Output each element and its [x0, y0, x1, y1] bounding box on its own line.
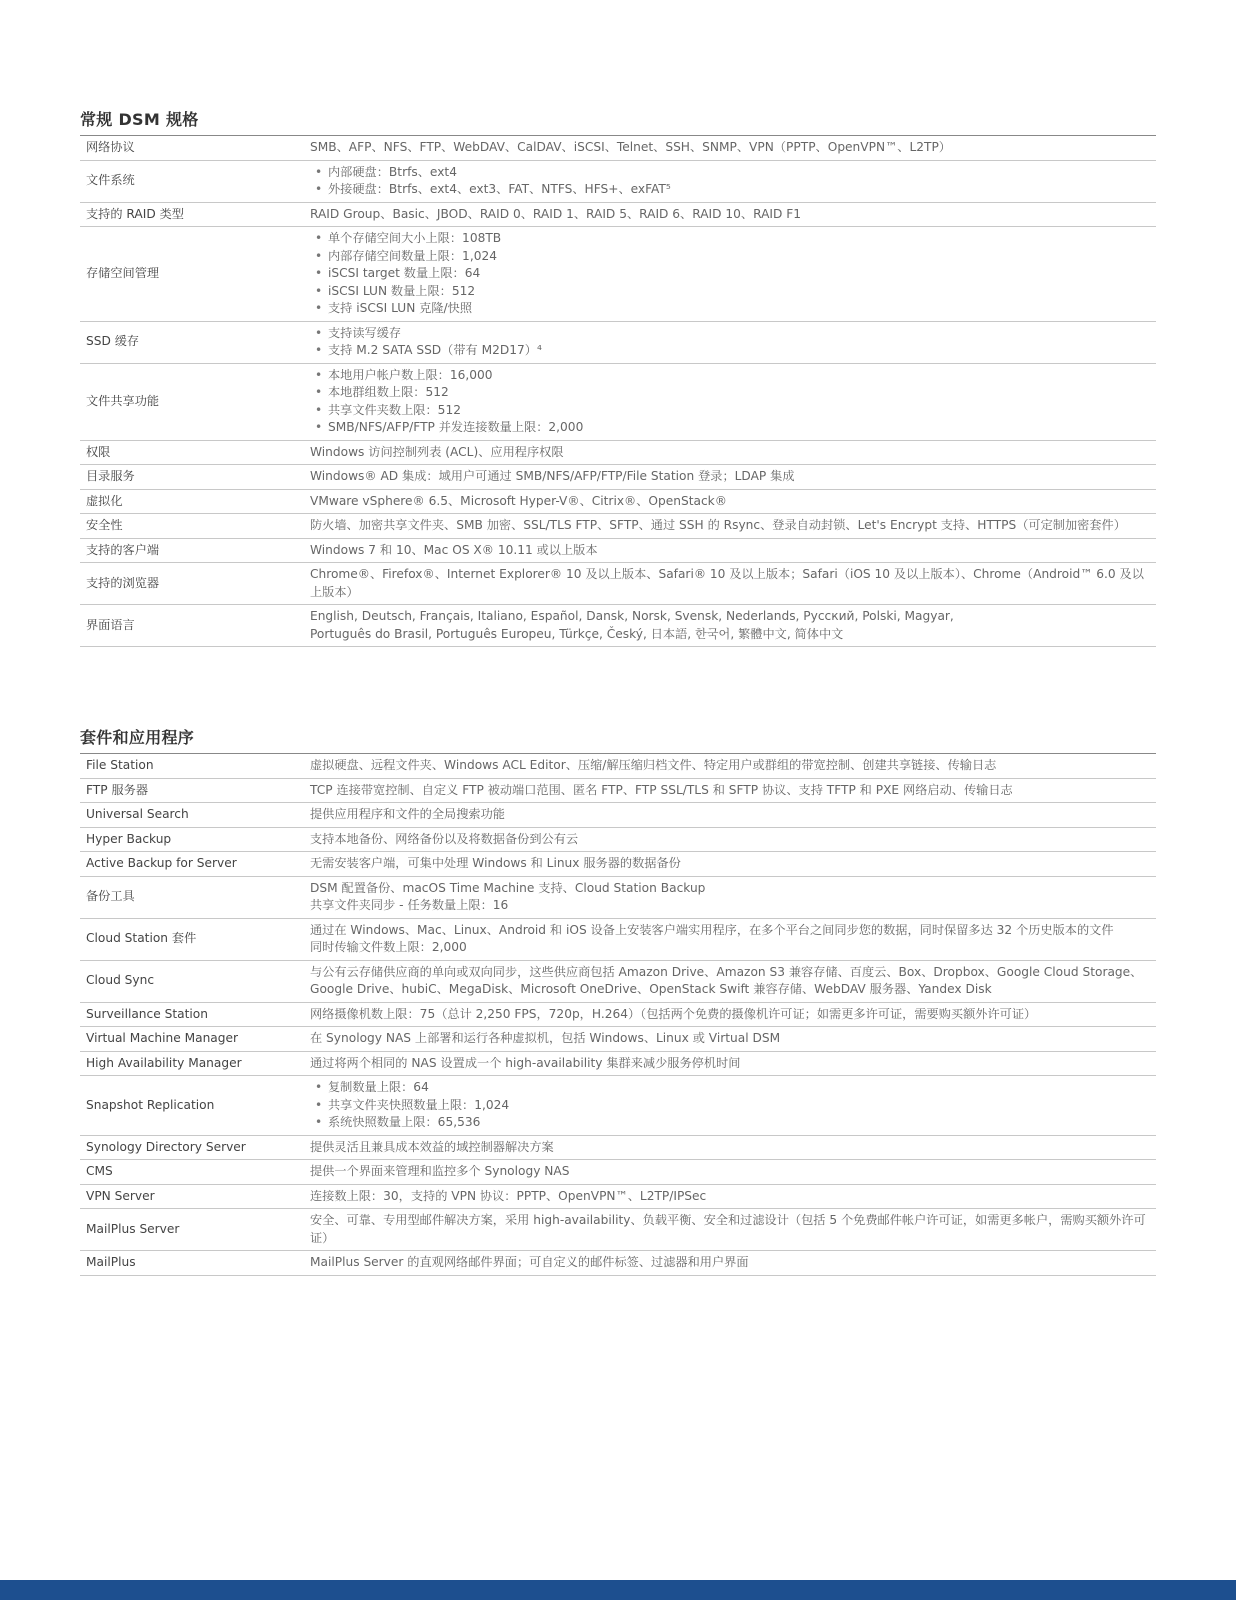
spec-value-line: SMB、AFP、NFS、FTP、WebDAV、CalDAV、iSCSI、Telnet、SSH、SNMP、VPN（PPTP、OpenVPN™、L2TP）: [310, 140, 951, 154]
list-item: • 系统快照数量上限：65,536: [310, 1114, 1150, 1132]
table-row: [80, 227, 1156, 322]
spec-value-line: 通过在 Windows、Mac、Linux、Android 和 iOS 设备上安装客户端实用程序，在多个平台之间同步您的数据，同时保留多达 32 个历史版本的文件: [310, 922, 1114, 937]
spec-value: [304, 1209, 1156, 1251]
spec-value: [304, 876, 1156, 918]
spec-value: [304, 778, 1156, 803]
spec-value-line: 同时传输文件数上限：2,000: [310, 940, 467, 954]
spec-label: High Availability Manager: [80, 1051, 304, 1076]
spec-value: [304, 960, 1156, 1002]
spec-label: 权限: [80, 440, 304, 465]
spec-value-line: RAID Group、Basic、JBOD、RAID 0、RAID 1、RAID 5、RAID 6、RAID 10、RAID F1: [310, 206, 802, 221]
spec-label: 虚拟化: [80, 489, 304, 514]
list-item: • 复制数量上限：64: [310, 1079, 1150, 1097]
list-item: • iSCSI LUN 数量上限：512: [310, 283, 1150, 301]
spec-value-line: English, Deutsch, Français, Italiano, Español, Dansk, Norsk, Svensk, Nederlands, Русский, Polski, Magyar,: [310, 609, 954, 623]
spec-label: 文件系统: [80, 160, 304, 202]
spec-value: [304, 440, 1156, 465]
spec-label: Surveillance Station: [80, 1002, 304, 1027]
table-row: [80, 1135, 1156, 1160]
spec-value: [304, 202, 1156, 227]
table-row: [80, 514, 1156, 539]
table-row: [80, 489, 1156, 514]
spec-label: MailPlus Server: [80, 1209, 304, 1251]
spec-label: 支持的客户端: [80, 538, 304, 563]
spec-value-line: TCP 连接带宽控制、自定义 FTP 被动端口范围、匿名 FTP、FTP SSL/TLS 和 SFTP 协议、支持 TFTP 和 PXE 网络启动、传输日志: [310, 782, 1013, 797]
spec-value: [304, 1251, 1156, 1276]
table-row: [80, 563, 1156, 605]
table-row: [80, 440, 1156, 465]
table-row: [80, 465, 1156, 490]
spec-value: [304, 160, 1156, 202]
spec-value-line: 支持本地备份、网络备份以及将数据备份到公有云: [310, 831, 579, 846]
spec-value-line: 安全、可靠、专用型邮件解决方案，采用 high-availability、负载平衡、安全和过滤设计（包括 5 个免费邮件帐户许可证，如需更多帐户，需购买额外许可证）: [310, 1213, 1146, 1245]
table-row: [80, 363, 1156, 440]
spec-label: 安全性: [80, 514, 304, 539]
spec-value: [304, 227, 1156, 322]
table-row: [80, 136, 1156, 160]
table-row: [80, 778, 1156, 803]
table-row: [80, 754, 1156, 778]
section-title: 套件和应用程序: [80, 725, 1156, 754]
list-item: • 内部硬盘：Btrfs、ext4: [310, 164, 1150, 182]
spec-value: [304, 1002, 1156, 1027]
table-row: [80, 1209, 1156, 1251]
spec-value-line: DSM 配置备份、macOS Time Machine 支持、Cloud Station Backup: [310, 880, 706, 895]
spec-label: 备份工具: [80, 876, 304, 918]
spec-label: Universal Search: [80, 803, 304, 828]
table-row: [80, 1002, 1156, 1027]
list-item: • 本地群组数上限：512: [310, 384, 1150, 402]
section-title: 常规 DSM 规格: [80, 107, 1156, 136]
spec-label: 存储空间管理: [80, 227, 304, 322]
packages-table: [80, 754, 1156, 1276]
spec-label: Snapshot Replication: [80, 1076, 304, 1136]
table-row: [80, 876, 1156, 918]
list-item: • 支持 iSCSI LUN 克隆/快照: [310, 300, 1150, 318]
spec-bullet-list: [310, 325, 1150, 360]
table-row: [80, 1160, 1156, 1185]
table-row: [80, 803, 1156, 828]
spec-label: 目录服务: [80, 465, 304, 490]
table-row: [80, 202, 1156, 227]
spec-value-line: 防火墙、加密共享文件夹、SMB 加密、SSL/TLS FTP、SFTP、通过 SSH 的 Rsync、登录自动封锁、Let's Encrypt 支持、HTTPS（可定制加密套件）: [310, 518, 1126, 532]
spec-value-line: Windows® AD 集成：域用户可通过 SMB/NFS/AFP/FTP/File Station 登录；LDAP 集成: [310, 469, 795, 483]
spec-value-line: 无需安装客户端，可集中处理 Windows 和 Linux 服务器的数据备份: [310, 856, 681, 870]
spec-bullet-list: [310, 367, 1150, 437]
spec-value: [304, 538, 1156, 563]
spec-label: VPN Server: [80, 1184, 304, 1209]
spec-label: Cloud Station 套件: [80, 918, 304, 960]
list-item: • iSCSI target 数量上限：64: [310, 265, 1150, 283]
spec-label: 文件共享功能: [80, 363, 304, 440]
spec-value-line: 提供一个界面来管理和监控多个 Synology NAS: [310, 1164, 570, 1178]
spec-value-line: 连接数上限：30，支持的 VPN 协议：PPTP、OpenVPN™、L2TP/IPSec: [310, 1188, 707, 1203]
packages-table-body: [80, 754, 1156, 1275]
table-row: [80, 1027, 1156, 1052]
spec-value: [304, 918, 1156, 960]
spec-value-line: 虚拟硬盘、远程文件夹、Windows ACL Editor、压缩/解压缩归档文件、特定用户或群组的带宽控制、创建共享链接、传输日志: [310, 758, 997, 772]
spec-value: [304, 1076, 1156, 1136]
spec-bullet-list: [310, 164, 1150, 199]
dsm-spec-section: [80, 107, 1156, 647]
spec-value-line: Chrome®、Firefox®、Internet Explorer® 10 及以上版本、Safari® 10 及以上版本；Safari（iOS 10 及以上版本）、Chrome（Android™ 6.0 及以上版本）: [310, 567, 1144, 599]
list-item: • 支持读写缓存: [310, 325, 1150, 343]
spec-value: [304, 827, 1156, 852]
spec-value: [304, 514, 1156, 539]
spec-value-line: 在 Synology NAS 上部署和运行各种虚拟机，包括 Windows、Linux 或 Virtual DSM: [310, 1031, 781, 1045]
table-row: [80, 918, 1156, 960]
packages-section: [80, 725, 1156, 1276]
spec-value: [304, 136, 1156, 160]
list-item: • 单个存储空间大小上限：108TB: [310, 230, 1150, 248]
spec-label: 支持的 RAID 类型: [80, 202, 304, 227]
spec-label: 界面语言: [80, 605, 304, 647]
spec-value: [304, 754, 1156, 778]
spec-label: FTP 服务器: [80, 778, 304, 803]
spec-value: [304, 563, 1156, 605]
spec-value-line: 提供灵活且兼具成本效益的域控制器解决方案: [310, 1139, 554, 1154]
list-item: • 支持 M.2 SATA SSD（带有 M2D17）⁴: [310, 342, 1150, 360]
table-row: [80, 605, 1156, 647]
dsm-spec-table-body: [80, 136, 1156, 647]
table-row: [80, 827, 1156, 852]
spec-value-line: MailPlus Server 的直观网络邮件界面；可自定义的邮件标签、过滤器和用户界面: [310, 1255, 749, 1269]
spec-value-line: 通过将两个相同的 NAS 设置成一个 high-availability 集群来减少服务停机时间: [310, 1055, 741, 1070]
spec-value: [304, 1027, 1156, 1052]
spec-bullet-list: [310, 230, 1150, 318]
spec-value: [304, 803, 1156, 828]
list-item: • 内部存储空间数量上限：1,024: [310, 248, 1150, 266]
spec-label: Cloud Sync: [80, 960, 304, 1002]
table-row: [80, 1184, 1156, 1209]
spec-value-line: Português do Brasil, Português Europeu, Türkçe, Český, 日本語, 한국어, 繁體中文, 简体中文: [310, 626, 844, 641]
spec-value: [304, 321, 1156, 363]
footer-bar: [0, 1580, 1236, 1600]
list-item: • 共享文件夹快照数量上限：1,024: [310, 1097, 1150, 1115]
list-item: • SMB/NFS/AFP/FTP 并发连接数量上限：2,000: [310, 419, 1150, 437]
spec-label: 网络协议: [80, 136, 304, 160]
spec-value-line: 提供应用程序和文件的全局搜索功能: [310, 807, 505, 821]
spec-value-line: Windows 访问控制列表 (ACL)、应用程序权限: [310, 444, 564, 459]
spec-value-line: Windows 7 和 10、Mac OS X® 10.11 或以上版本: [310, 542, 598, 557]
table-row: [80, 538, 1156, 563]
spec-value: [304, 605, 1156, 647]
spec-value: [304, 1160, 1156, 1185]
list-item: • 共享文件夹数上限：512: [310, 402, 1150, 420]
table-row: [80, 1251, 1156, 1276]
spec-value: [304, 1051, 1156, 1076]
spec-label: Virtual Machine Manager: [80, 1027, 304, 1052]
spec-label: CMS: [80, 1160, 304, 1185]
spec-value: [304, 1135, 1156, 1160]
spec-value-line: VMware vSphere® 6.5、Microsoft Hyper-V®、Citrix®、OpenStack®: [310, 493, 727, 508]
list-item: • 本地用户帐户数上限：16,000: [310, 367, 1150, 385]
table-row: [80, 321, 1156, 363]
table-row: [80, 852, 1156, 877]
table-row: [80, 160, 1156, 202]
spec-value-line: 共享文件夹同步 - 任务数量上限：16: [310, 898, 509, 912]
spec-value: [304, 465, 1156, 490]
spec-label: SSD 缓存: [80, 321, 304, 363]
spec-label: Hyper Backup: [80, 827, 304, 852]
table-row: [80, 1051, 1156, 1076]
spec-value-line: 与公有云存储供应商的单向或双向同步，这些供应商包括 Amazon Drive、Amazon S3 兼容存储、百度云、Box、Dropbox、Google Cloud Storage、Google Drive、hubiC、MegaDisk、Microsoft OneDrive、OpenStack Swift 兼容存储、WebDAV 服务器、Yandex Disk: [310, 964, 1143, 996]
spec-value: [304, 363, 1156, 440]
spec-value: [304, 852, 1156, 877]
table-row: [80, 1076, 1156, 1136]
spec-label: MailPlus: [80, 1251, 304, 1276]
spec-label: File Station: [80, 754, 304, 778]
dsm-spec-table: [80, 136, 1156, 647]
spec-value: [304, 489, 1156, 514]
spec-value: [304, 1184, 1156, 1209]
spec-bullet-list: [310, 1079, 1150, 1132]
spec-value-line: 网络摄像机数上限：75（总计 2,250 FPS，720p，H.264）（包括两个免费的摄像机许可证；如需更多许可证，需要购买额外许可证）: [310, 1006, 1037, 1021]
list-item: • 外接硬盘：Btrfs、ext4、ext3、FAT、NTFS、HFS+、exFAT⁵: [310, 181, 1150, 199]
spec-label: 支持的浏览器: [80, 563, 304, 605]
table-row: [80, 960, 1156, 1002]
spec-label: Synology Directory Server: [80, 1135, 304, 1160]
spec-label: Active Backup for Server: [80, 852, 304, 877]
